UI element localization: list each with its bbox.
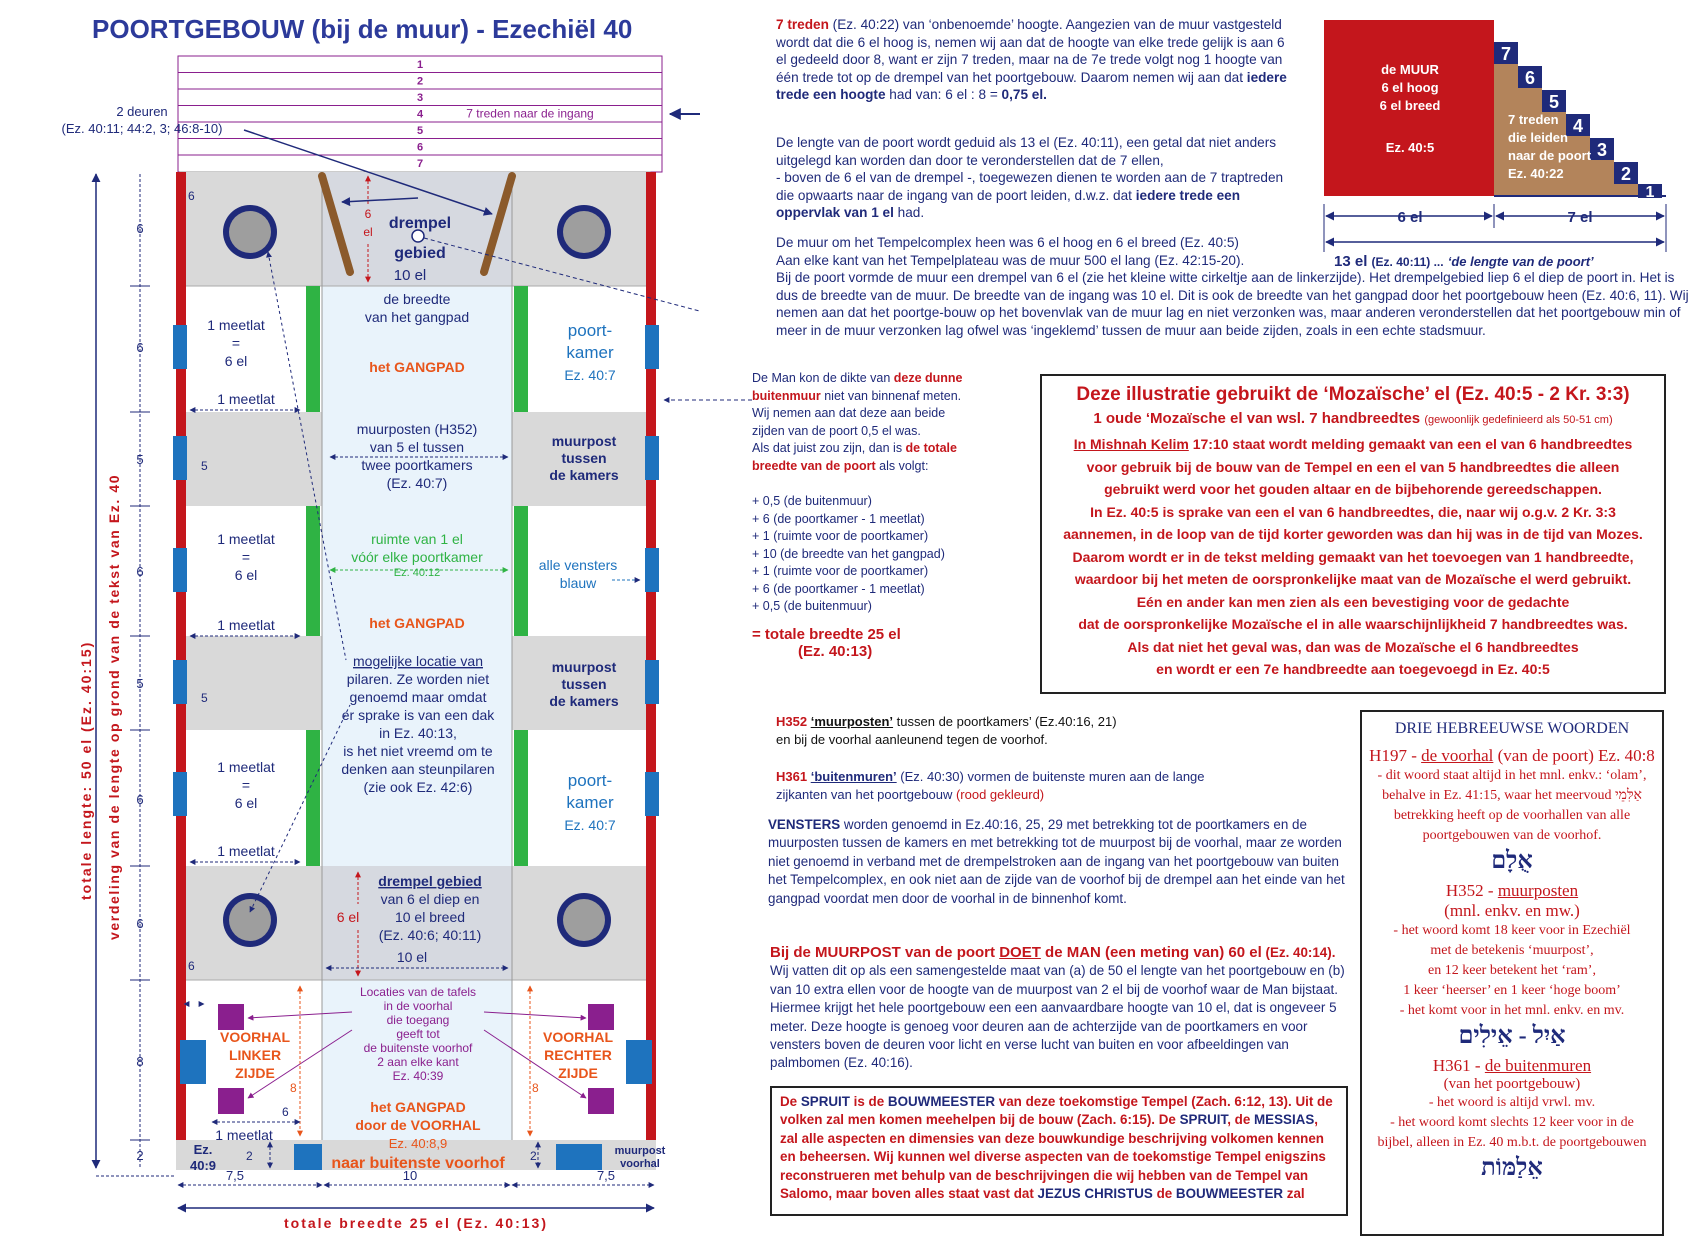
pilaren-text: denken aan steunpilaren [341,761,495,777]
window-blue [645,548,659,592]
tafels-text: die toegang [386,1013,450,1027]
vensters-text: VENSTERS worden genoemd in Ez.40:16, 25, 29 met betrekking tot de poortkamers en de muurposten tussen de kamers en met betrekking tot de muurpost bij de voorhal, maar ze worden niet genoemd in verband met de drempelstroken aan de ingang van het poortgebouw van buiten het Tempelcomplex, en ook niet aan de zijde van de voorhof bij de drempel aan het einde van het gangpad voordat men door de voorhal in de binnenhof komt. [768,817,1345,906]
hebrew-word: אֻלָם [1491,848,1533,874]
left-dimensions [78,174,176,1176]
calc-item: + 1 (ruimte voor de poortkamer) [752,564,929,578]
tafels-text: Locaties van de tafels [359,985,477,999]
pilaren-text: pilaren. Ze worden niet [346,671,490,687]
step-number: 2 [1620,164,1632,184]
step-number: 5 [416,125,424,137]
total-length-label: totale lengte: 50 el (Ez. 40:15) [78,640,94,900]
corridor-width: van het gangpad [364,309,470,325]
vensters-label: alle vensters [538,557,618,573]
width-calculation: De Man kon de dikte van deze dunne buitenmuur niet van binnenaf meten. Wij nemen aan dat deze aan beide zijden van de poort 0,5 el was. Als dat juist zou zijn, dan is de totale breedte van de poort als volgt: + 0,5 (de buitenmuur) + 6 (de poortkamer - 1 meetlat) + 1 (ruimte voor de poortkamer) + 10 (de breedte van het gangpad) + 1 (ruimte voor de poortkamer) + 6 (de poortkamer - 1 meetlat) + 0,5 (de buitenmuur) = totale breedte 25 el (Ez. 40:13) [752,370,1034,661]
intro-text-p1: 7 treden (Ez. 40:22) van ‘onbenoemde’ hoogte. Aangezien van de muur vastgesteld wordt dat die 6 el hoog is, nemen wij aan dat de hoogte van elke trede gelijk is aan 6 el gedeeld door 8, want er zijn 7 treden, maar na de 7e trede volgt nog 1 hoogte van één trede tot op de drempel van het poortgebouw. Daarom nemen wij aan dat iedere trede een hoogte had van: 6 el : 8 = 0,75 el. [776,17,1287,103]
threshold-width: 10 el [393,267,427,284]
muurpost-label: de kamers [549,693,619,709]
inner-dim: 5 [201,691,208,705]
muurpost-voorhal: voorhal [620,1158,660,1170]
drempel2-text: 10 el breed [394,909,466,925]
left-dim: 6 [136,564,144,579]
outer-wall-right [646,172,656,1140]
left-dim: 8 [136,1054,144,1069]
voorhal-links: LINKER [228,1047,282,1063]
step-number: 2 [416,75,424,88]
corridor-label: het GANGPAD [369,359,465,375]
poortkamer-label: poort- [567,771,613,790]
window-blue [173,772,187,816]
muurpost-label: muurpost [551,659,617,675]
table-square [588,1088,614,1114]
green-space-strip [514,730,528,866]
calc-item: + 6 (de poortkamer - 1 meetlat) [752,581,925,596]
voorhal-rechts: VOORHAL [543,1029,613,1045]
muur-text: 6 el breed [1379,98,1441,113]
meetlat-label: 1 meetlat [207,317,265,333]
tafels-text: 2 aan elke kant [377,1055,459,1069]
naar-buitenste-voorhof: naar buitenste voorhof [331,1155,505,1172]
meetlat-label: 1 meetlat [217,759,275,775]
window-blue [645,325,659,369]
muurposten-label: muurposten (H352) [356,421,478,437]
ruimte-label: ruimte van 1 el [371,531,463,547]
left-dim: 5 [136,676,144,691]
treden-text: naar de poort [1508,148,1592,163]
poortkamer-label: kamer [566,343,614,362]
muurpost-text: Bij de MUURPOST van de poort DOET de MAN (een meting van) 60 el (Ez. 40:14). Wij vatten dit op als een samengestelde maat van (a) de 50 el lengte van het poortgebouw en (b) van 10 extra ellen voor de hoogte van de muurpost van 2 el bij de voorhof waar de Man bijstaat. Hiermee krijgt het hele poortgebouw een een aanvaardbare hoogte van 10 el, dat is ongeveer 5 meter. Deze hoogte is genoeg voor deuren aan de achterzijde van de poortkamers en voor vensters boven de deuren voor licht en verse lucht van buiten en voor afbeeldingen van palmbomen (Ez. 40:16). [770,944,1345,1071]
caption-13el: 13 el (Ez. 40:11) ... ‘de lengte van de poort’ [1334,253,1594,270]
ruimte-label: vóór elke poortkamer [351,549,483,565]
threshold-depth: el [363,225,373,239]
drempel2-text: van 6 el diep en [380,891,480,907]
calc-item: + 6 (de poortkamer - 1 meetlat) [752,511,925,526]
mozaische-heading: Deze illustratie gebruikt de ‘Mozaïsche’ el (Ez. 40:5 - 2 Kr. 3:3) [1076,384,1630,405]
pilaren-text: in Ez. 40:13, [379,725,457,741]
green-space-strip [306,286,320,412]
dim-2: 2 [246,1149,253,1163]
window-blue [173,660,187,704]
step-number: 4 [416,108,424,121]
muurpost-label: tussen [561,676,607,692]
calc-total-ref: (Ez. 40:13) [798,643,873,660]
total-width-label: totale breedte 25 el (Ez. 40:13) [284,1215,548,1231]
step-number: 1 [1645,184,1655,201]
meetlat-label: = [241,777,251,793]
meetlat-short: 1 meetlat [217,617,275,633]
hebrew-word: אֵלַמּוֹת [1481,1155,1543,1181]
step-number: 1 [416,59,424,71]
voorhal-rechts: RECHTER [544,1047,612,1063]
corridor-width: de breedte [383,291,451,307]
poortkamer-ref: Ez. 40:7 [564,367,616,383]
left-dim: 2 [136,1148,144,1163]
window-blue [645,772,659,816]
spruit-box: De SPRUIT is de BOUWMEESTER van deze toekomstige Tempel (Zach. 6:12, 13). Uit de volken zal men komen meehelpen bij de bouw (Zach. 6:15). De SPRUIT, de MESSIAS, zal alle aspecten en dimensies van deze bouwkundige beschrijving volkomen kennen en beheersen. Wij kunnen wel diverse aspecten van de toekomstige Tempel enigszins reconstrueren met behulp van de beschrijvingen die wij hebben van de Tempel van Salomo, maar boven alles staat vast dat JEZUS CHRISTUS de BOUWMEESTER zal [770,1086,1348,1216]
doors-label: 2 deuren [116,104,168,119]
ez409: 40:9 [189,1158,217,1173]
muur-text: Ez. 40:5 [1385,140,1435,155]
step-number: 6 [416,141,424,154]
pilaren-text: mogelijke locatie van [353,653,483,669]
green-space-strip [514,286,528,412]
mozaische-el-box: Deze illustratie gebruikt de ‘Mozaïsche’ el (Ez. 40:5 - 2 Kr. 3:3) 1 oude ‘Mozaïsche el van wsl. 7 handbreedtes (gewoonlijk gedefinieerd als 50-51 cm) In Mishnah Kelim 17:10 staat wordt melding gemaakt van een el van 6 handbreedtes voor gebruik bij de bouw van de Tempel en een el van 5 handbreedtes die alleen gebruikt werd voor het gouden altaar en de bijbehorende gereedschappen. In Ez. 40:5 is sprake van een el van 6 handbreedtes, die, naar wij o.g.v. 2 Kr. 3:3 aannemen, in de loop van de tijd korter geworden was dan hij was in de tijd van Mozes. Daarom wordt er in de tekst melding gemaakt van het toevoegen van 1 handbreedte, waardoor bij het meten de oorspronkelijke maat van de Mozaïsche el werd gebruikt. Eén en ander kan men zien als een bevestiging voor de gedachte dat de oorspronkelijke Mozaïsche el in alle waarschijnlijkheid 7 handbreedtes was. Als dat niet het geval was, dan was de Mozaïsche el 6 handbreedtes en wordt er een 7e handbreedte aan toegevoegd in Ez. 40:5 [1040,374,1666,694]
muurposten-label: (Ez. 40:7) [386,475,448,491]
step-number: 7 [1500,44,1512,64]
meetlat-label: = [231,335,241,351]
dim-1-5: 1,5 [190,1023,207,1037]
left-dim: 6 [136,916,144,931]
left-dim: 5 [136,452,144,467]
threshold-label: gebied [394,245,446,262]
muurpost-label: tussen [561,450,607,466]
window-blue [626,1040,652,1084]
drempel2-width: 10 el [396,949,428,965]
dim-6el: 6 el [1397,209,1423,226]
green-space-strip [514,506,528,636]
corridor-label: het GANGPAD [369,615,465,631]
calc-item: + 10 (de breedte van het gangpad) [752,546,945,561]
threshold-depth: 6 [364,207,372,221]
wall-stairs-figure [1320,16,1701,276]
muur-text: de MUUR [1381,62,1439,77]
table-square [218,1088,244,1114]
window-blue [173,325,187,369]
tafels-text: in de voorhal [383,999,453,1013]
gangpad-voorhal: door de VOORHAL [355,1117,481,1133]
h352-text: H352 ‘muurposten’ tussen de poortkamers’ (Ez.40:16, 21) en bij de voorhal aanleunend tegen de voorhof. [776,714,1117,747]
meetlat-label: 6 el [234,795,258,811]
calc-item: + 0,5 (de buitenmuur) [752,494,872,508]
bottom-dimensions [178,1168,654,1231]
verdeling-label: verdeling van de lengte op grond van de tekst van Ez. 40 [106,473,122,940]
corner-dim: 6 [188,959,195,973]
table-square [218,1004,244,1030]
treden-text: Ez. 40:22 [1508,166,1564,181]
left-dim: 6 [136,340,144,355]
pilaren-text: is het niet vreemd om te [343,743,493,759]
green-space-strip [306,730,320,866]
step-number: 7 [416,158,424,170]
meetlat-label: 1 meetlat [217,531,275,547]
dim-2: 2 [530,1149,537,1163]
outer-wall-left [176,172,186,1140]
poortkamer-ref: Ez. 40:7 [564,817,616,833]
pilaren-text: er sprake is van een dak [341,707,495,723]
muur-text: 6 el hoog [1381,80,1439,95]
calc-item: + 1 (ruimte voor de poortkamer) [752,529,929,543]
arrow-to-wall [660,390,760,410]
window-blue [645,436,659,480]
tafels-text: de buitenste voorhof [363,1041,473,1055]
pilaren-text: genoemd maar omdat [349,689,487,705]
step-number: 6 [1524,68,1536,88]
meetlat-label: 6 el [234,567,258,583]
tafels-text: Ez. 40:39 [392,1069,444,1083]
treden-text: 7 treden [1508,112,1559,127]
step-number: 5 [1548,92,1560,112]
window-blue [645,660,659,704]
window-blue [180,1040,206,1084]
window-blue [556,1144,602,1170]
meetlat-short: 1 meetlat [215,1127,273,1143]
hebrew-word: אַיִל - אֵילִים [1458,1023,1566,1049]
step-number: 3 [1596,140,1608,160]
voorhal-links: ZIJDE [235,1065,275,1081]
green-space-strip [306,506,320,636]
treden-text: die leiden [1508,130,1568,145]
voorhal-rechts: ZIJDE [558,1065,598,1081]
gate-floor-plan [0,0,700,1252]
hebrew-heading: DRIE HEBREEUWSE WOORDEN [1394,720,1630,737]
window-blue [173,548,187,592]
meetlat-label: = [241,549,251,565]
bottom-dim: 7,5 [596,1168,616,1183]
voorhal-links: VOORHAL [220,1029,290,1045]
bottom-dim: 7,5 [225,1168,245,1183]
steps-label: 7 treden naar de ingang [466,106,594,121]
gangpad-voorhal: Ez. 40:8,9 [388,1136,448,1151]
doors-label: (Ez. 40:11; 44:2, 3; 46:8-10) [61,121,223,136]
calc-total: = totale breedte 25 el [752,625,901,643]
step-number: 4 [1572,116,1584,136]
pilaren-text: (zie ook Ez. 42:6) [363,779,473,795]
voorhal-dim: 8 [532,1081,539,1095]
poortkamer-label: poort- [567,321,613,340]
voorhal-dim: 8 [290,1081,297,1095]
drempel2-text: (Ez. 40:6; 40:11) [378,927,482,943]
window-blue [294,1144,322,1170]
ruimte-ref: Ez. 40:12 [393,567,441,579]
inner-dim: 5 [201,459,208,473]
step-number: 3 [416,92,424,104]
page-title: POORTGEBOUW (bij de muur) - Ezechiël 40 [92,14,633,44]
bottom-dim: 10 [402,1168,418,1183]
meetlat-short: 1 meetlat [217,391,275,407]
muurposten-label: twee poortkamers [361,457,473,473]
h361-text: H361 ‘buitenmuren’ (Ez. 40:30) vormen de buitenste muren aan de lange zijkanten van het poortgebouw (rood gekleurd) [776,769,1205,802]
muurpost-label: muurpost [551,433,617,449]
ez409: Ez. [193,1142,213,1157]
entrance-stairs [178,56,662,172]
poortkamer-label: kamer [566,793,614,812]
table-square [588,1004,614,1030]
threshold-label: drempel [388,215,452,232]
left-dim: 6 [136,792,144,807]
muurposten-label: van 5 el tussen [369,439,465,455]
drempel2-text: drempel gebied [378,873,482,889]
muurpost-label: de kamers [549,467,619,483]
meetlat-label: 6 el [224,353,248,369]
left-dim: 6 [136,221,144,236]
intro-text-p2: De lengte van de poort wordt geduid als 13 el (Ez. 40:11), een getal dat niet anders uitgelegd kan worden dan door te veronderstellen dat de 7 ellen, - boven de 6 el van de drempel -, toegewezen dienen te worden aan de 7 traptreden die opwaarts naar de ingang van de poort leiden, d.w.z. dat iedere trede een oppervlak van 1 el had. [776,135,1284,221]
calc-item: + 0,5 (de buitenmuur) [752,599,872,613]
hebrew-words-box: DRIE HEBREEUWSE WOORDEN H197 - de voorhal (van de poort) Ez. 40:8 - dit woord staat altijd in het mnl. enkv.: ‘olam’, behalve in Ez. 41:15, waar het meervoud אַלִּמֵי betrekking heeft op de voorhallen van alle poortgebouwen van de voorhof. אֻלָם H352 - muurposten (mnl. enkv. en mw.) - het woord komt 18 keer voor in Ezechiël met de betekenis ‘muurpost’, en 12 keer betekent het ‘ram’, 1 keer ‘heerser’ en 1 keer ‘hoge boom’ - het komt voor in het mnl. enkv. en mv. אַיִל - אֵילִים H361 - de buitenmuren (van het poortgebouw) - het woord is altijd vrwl. mv. - het woord komt slechts 12 keer voor in de bijbel, alleen in Ez. 40 m.b.t. de poortgebouwen אֵלַמּוֹת [1360,710,1664,1236]
dim-7el: 7 el [1567,209,1593,226]
window-blue [173,436,187,480]
gangpad-voorhal: het GANGPAD [370,1099,466,1115]
tafels-text: geeft tot [396,1027,440,1041]
muurpost-voorhal: muurpost [614,1145,666,1157]
vensters-label: blauw [559,575,597,591]
meetlat-short: 1 meetlat [217,843,275,859]
dim-6: 6 [282,1105,289,1119]
drempel2-depth: 6 el [336,909,360,925]
intro-text-p3: De muur om het Tempelcomplex heen was 6 el hoog en 6 el breed (Ez. 40:5) Aan elke kant van het Tempelplateau was de muur 500 el lang (Ez. 42:15-20). Bij de poort vormde de muur een drempel van 6 el (zie het kleine witte cirkeltje aan de linkerzijde). Het drempelgebied liep 6 el diep de poort in. Het is dus de breedte van de muur. De breedte van de ingang was 10 el. Dit is ook de breedte van het gangpad door het poortgebouw heen (Ez. 40:6, 11). Wij nemen aan dat het poortge-bouw op het bovenvlak van de muur lag en niet verzonken was, maar anderen veronderstellen dat het poortgebouw min of meer in de muur verzonken lag ofwel was ‘ingeklemd’ tussen de muur aan beide zijden, zoals in een echte stadsmuur. [776,235,1689,338]
corner-dim: 6 [188,189,195,203]
